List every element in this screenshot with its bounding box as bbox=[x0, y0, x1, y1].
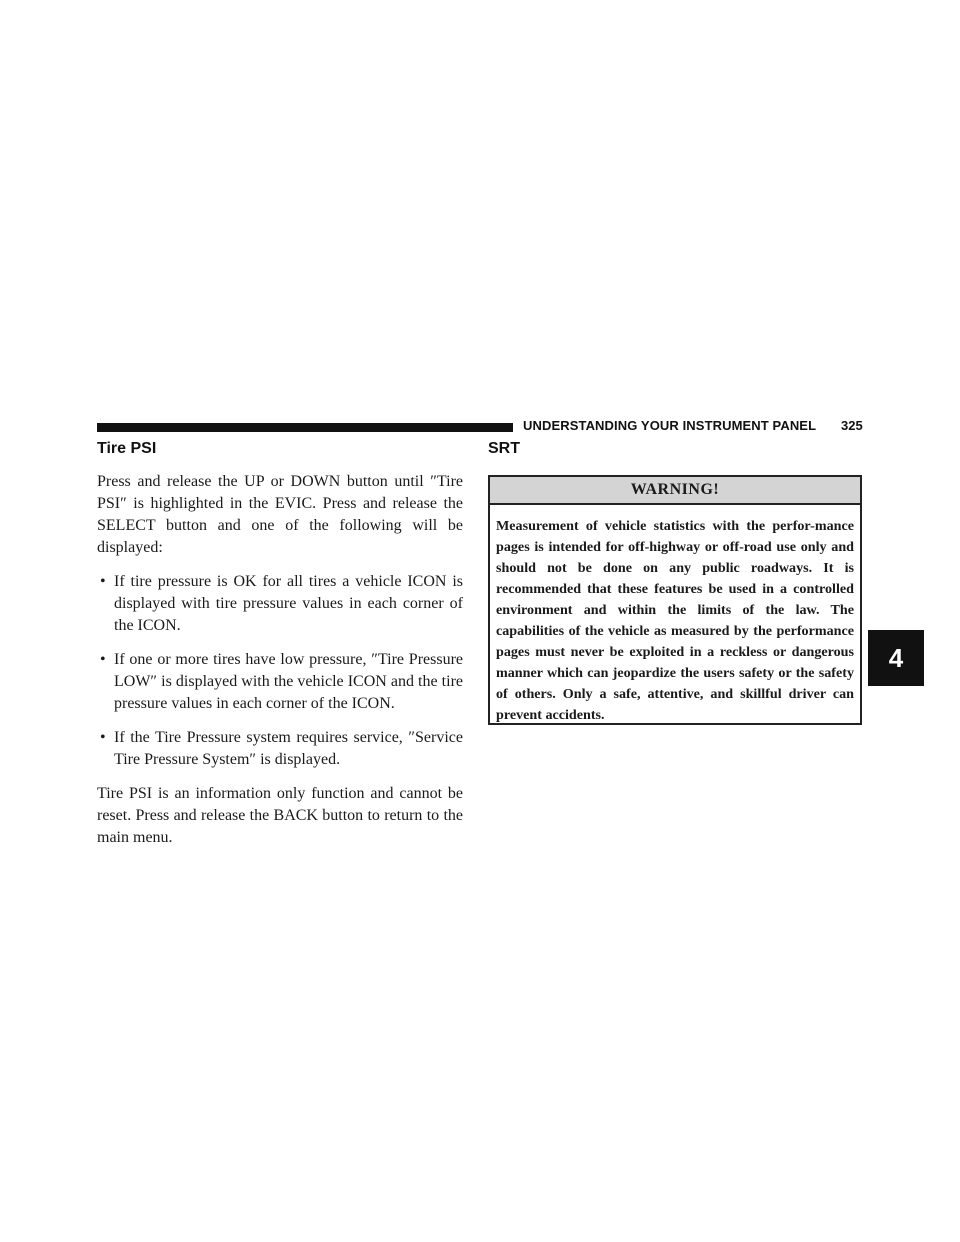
warning-text: Measurement of vehicle statistics with the perfor-mance pages is intended for off-highway or off-road use only and should not be done on any public roadways. It is recommended that these features be used in a controlled environment and within the limits of the law. The capabilities of the vehicle as measured by the performance pages must never be exploited in a reckless or dangerous manner which can jeopardize the users safety or the safety of others. Only a safe, attentive, and skillful driver can prevent accidents. bbox=[496, 518, 854, 723]
bullet-list bbox=[97, 571, 463, 771]
bullet-icon: • bbox=[100, 651, 106, 668]
header-rule bbox=[97, 423, 513, 432]
page-number: 325 bbox=[841, 418, 863, 433]
bullet-icon: • bbox=[100, 573, 106, 590]
list-item bbox=[97, 649, 463, 715]
intro-paragraph: Press and release the UP or DOWN button until ″Tire PSI″ is highlighted in the EVIC. Press and release the SELECT button and one of the following will be displayed: bbox=[97, 473, 463, 556]
list-item-text: If tire pressure is OK for all tires a vehicle ICON is displayed with tire pressure values in each corner of the ICON. bbox=[114, 573, 463, 634]
list-item bbox=[97, 727, 463, 771]
warning-title: WARNING! bbox=[490, 477, 860, 505]
bullet-icon: • bbox=[100, 729, 106, 746]
list-item-text: If the Tire Pressure system requires service, ″Service Tire Pressure System″ is displayed. bbox=[114, 729, 463, 768]
srt-heading: SRT bbox=[488, 440, 520, 457]
list-item-text: If one or more tires have low pressure, ″Tire Pressure LOW″ is displayed with the vehicle ICON and the tire pressure values in each corner of the ICON. bbox=[114, 651, 463, 712]
chapter-tab: 4 bbox=[868, 630, 924, 686]
tire-psi-section bbox=[97, 471, 463, 861]
warning-box bbox=[488, 475, 862, 725]
running-header: UNDERSTANDING YOUR INSTRUMENT PANEL bbox=[523, 418, 817, 433]
tire-psi-heading: Tire PSI bbox=[97, 440, 157, 457]
closing-paragraph: Tire PSI is an information only function and cannot be reset. Press and release the BACK button to return to the main menu. bbox=[97, 785, 463, 846]
list-item bbox=[97, 571, 463, 637]
